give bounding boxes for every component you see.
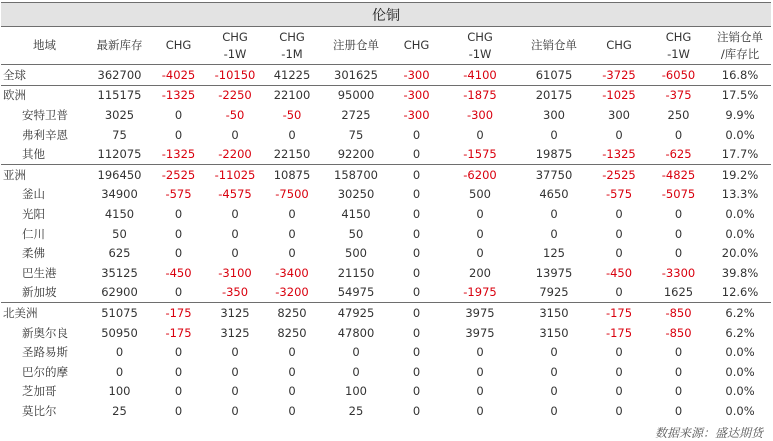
value-cell: 0 xyxy=(674,403,683,418)
value-cell: -375 xyxy=(648,85,709,105)
value-cell: 0 xyxy=(174,285,183,300)
value-cell: 50950 xyxy=(101,325,138,340)
value-cell: 0 xyxy=(412,246,421,261)
value-cell: 3125 xyxy=(220,325,250,340)
value-cell: 0 xyxy=(412,147,421,162)
value-cell: 0 xyxy=(412,403,421,418)
value-cell: -3400 xyxy=(275,265,309,280)
value-cell: -300 xyxy=(466,107,494,122)
value-cell: -2250 xyxy=(207,85,263,105)
value-cell: 0 xyxy=(550,127,558,142)
value-cell: 47800 xyxy=(337,325,375,340)
value-cell: 3150 xyxy=(518,303,590,323)
value-cell: 4150 xyxy=(341,206,371,221)
value-cell: 0 xyxy=(231,364,239,379)
table-row xyxy=(1,283,771,303)
column-header-text: CHG xyxy=(467,29,493,44)
value-cell: -4825 xyxy=(648,164,709,184)
value-cell: 35125 xyxy=(101,265,138,280)
column-header-text: -1W xyxy=(667,46,690,61)
value-cell: 47925 xyxy=(321,303,391,323)
table-row xyxy=(1,224,771,244)
column-header-text: 注销仓单 xyxy=(531,38,577,52)
value-cell: 0 xyxy=(174,107,183,122)
value-cell: -50 xyxy=(282,107,302,122)
column-header xyxy=(207,27,263,65)
value-cell: -3725 xyxy=(602,67,636,82)
value-cell: -10150 xyxy=(214,67,256,82)
column-header-text: -1M xyxy=(281,46,303,61)
region-name-cell: 仁川 xyxy=(22,226,45,241)
value-cell: 0 xyxy=(391,303,442,323)
value-cell: 30250 xyxy=(337,187,375,202)
value-cell: 0 xyxy=(674,206,683,221)
value-cell: 0 xyxy=(550,345,558,360)
region-name-cell: 巴尔的摩 xyxy=(22,364,68,379)
value-cell: 0 xyxy=(115,345,124,360)
table-row xyxy=(1,323,771,343)
value-cell: 95000 xyxy=(321,85,391,105)
column-header-text: 注销仓单 xyxy=(717,29,764,44)
table-row xyxy=(1,342,771,362)
value-cell: 0 xyxy=(674,226,683,241)
value-cell: 92200 xyxy=(337,147,375,162)
region-name-cell: 亚洲 xyxy=(1,164,89,184)
value-cell: 19.2% xyxy=(709,164,771,184)
value-cell: -3200 xyxy=(275,285,309,300)
value-cell: -4025 xyxy=(161,67,196,82)
value-cell: 0 xyxy=(550,403,558,418)
value-cell: -300 xyxy=(403,107,430,122)
value-cell: 0.0% xyxy=(725,206,755,221)
table-row xyxy=(1,105,771,125)
column-header xyxy=(89,27,150,65)
value-cell: 0 xyxy=(615,345,623,360)
value-cell: 0.0% xyxy=(725,364,755,379)
value-cell: 362700 xyxy=(97,67,142,82)
value-cell: 0 xyxy=(615,403,623,418)
value-cell: 0 xyxy=(231,403,239,418)
value-cell: 8250 xyxy=(263,303,321,323)
value-cell: 25 xyxy=(112,403,127,418)
column-header-text: 最新库存 xyxy=(96,38,143,52)
value-cell: 10875 xyxy=(263,164,321,184)
value-cell: 0 xyxy=(674,246,683,261)
region-name-cell: 弗利辛恩 xyxy=(22,127,68,142)
value-cell: -450 xyxy=(165,265,192,280)
value-cell: -450 xyxy=(605,265,633,280)
value-cell: 0 xyxy=(288,206,296,221)
value-cell: 0 xyxy=(288,226,296,241)
value-cell: -625 xyxy=(665,147,692,162)
value-cell: 0 xyxy=(412,285,421,300)
value-cell: 13975 xyxy=(535,265,573,280)
region-name-cell: 柔佛 xyxy=(22,246,45,261)
value-cell: 0 xyxy=(231,127,239,142)
value-cell: 100 xyxy=(108,384,131,399)
table-row xyxy=(1,144,771,164)
value-cell: 0 xyxy=(476,226,484,241)
value-cell: 50 xyxy=(112,226,127,241)
value-cell: 625 xyxy=(108,246,131,261)
value-cell: 1625 xyxy=(663,285,694,300)
value-cell: -175 xyxy=(590,303,648,323)
table-row xyxy=(1,65,771,86)
value-cell: 22150 xyxy=(273,147,311,162)
value-cell: 2725 xyxy=(341,107,371,122)
table-row xyxy=(1,263,771,283)
value-cell: 4150 xyxy=(104,206,135,221)
column-header-text: CHG xyxy=(665,29,692,44)
value-cell: 0 xyxy=(412,226,421,241)
value-cell: -11025 xyxy=(207,164,263,184)
value-cell: 3975 xyxy=(465,325,495,340)
value-cell: 0 xyxy=(674,384,683,399)
value-cell: -6200 xyxy=(442,164,518,184)
value-cell: 54975 xyxy=(337,285,375,300)
value-cell: -7500 xyxy=(275,187,309,202)
table-row xyxy=(1,185,771,205)
value-cell: 0 xyxy=(174,403,183,418)
value-cell: 0.0% xyxy=(725,127,755,142)
value-cell: 0 xyxy=(288,345,296,360)
value-cell: -3100 xyxy=(218,265,252,280)
value-cell: 39.8% xyxy=(721,265,759,280)
value-cell: -3300 xyxy=(661,265,696,280)
value-cell: 0 xyxy=(231,345,239,360)
table-row xyxy=(1,303,771,323)
value-cell: 0 xyxy=(412,265,421,280)
region-name-cell: 圣路易斯 xyxy=(22,345,68,360)
value-cell: 0 xyxy=(674,364,683,379)
column-header-text: 地域 xyxy=(33,38,56,52)
value-cell: 13.3% xyxy=(721,187,759,202)
value-cell: 0 xyxy=(412,187,421,202)
value-cell: 115175 xyxy=(89,85,150,105)
value-cell: 3975 xyxy=(442,303,518,323)
column-header xyxy=(391,27,442,65)
value-cell: 21150 xyxy=(337,265,375,280)
value-cell: -300 xyxy=(403,67,430,82)
column-header xyxy=(590,27,648,65)
value-cell: -1325 xyxy=(150,85,207,105)
table-row xyxy=(1,382,771,402)
value-cell: 6.2% xyxy=(725,325,755,340)
table-row xyxy=(1,85,771,105)
value-cell: 500 xyxy=(469,187,491,202)
value-cell: 0 xyxy=(550,384,558,399)
value-cell: -1975 xyxy=(463,285,497,300)
value-cell: 0 xyxy=(476,127,484,142)
value-cell: -175 xyxy=(605,325,633,340)
value-cell: -575 xyxy=(165,187,192,202)
region-name-cell: 其他 xyxy=(22,147,45,162)
value-cell: 9.9% xyxy=(725,107,755,122)
value-cell: 0 xyxy=(476,345,484,360)
column-header-text: CHG xyxy=(606,38,632,52)
table-row xyxy=(1,362,771,382)
column-header-text: -1W xyxy=(223,46,247,61)
value-cell: -850 xyxy=(665,325,692,340)
value-cell: 19875 xyxy=(535,147,573,162)
value-cell: 0 xyxy=(412,364,421,379)
region-name-cell: 全球 xyxy=(3,67,26,82)
region-name-cell: 莫比尔 xyxy=(22,403,57,418)
value-cell: 0 xyxy=(231,246,239,261)
value-cell: 0 xyxy=(231,206,239,221)
value-cell: 0 xyxy=(115,364,124,379)
value-cell: -175 xyxy=(150,303,207,323)
column-header-text: CHG xyxy=(222,29,248,44)
value-cell: 0.0% xyxy=(725,384,755,399)
value-cell: 0 xyxy=(174,206,183,221)
column-header xyxy=(1,27,89,65)
data-source-note: 数据来源：盛达期货 xyxy=(654,426,763,440)
value-cell: 301625 xyxy=(334,67,378,82)
value-cell: 0 xyxy=(412,384,421,399)
value-cell: 0 xyxy=(615,246,623,261)
value-cell: 250 xyxy=(667,107,690,122)
value-cell: 6.2% xyxy=(709,303,771,323)
value-cell: 0 xyxy=(288,364,296,379)
table-row xyxy=(1,125,771,145)
value-cell: -1875 xyxy=(442,85,518,105)
value-cell: 0 xyxy=(550,226,558,241)
value-cell: 0 xyxy=(674,127,683,142)
column-header xyxy=(518,27,590,65)
value-cell: -300 xyxy=(391,85,442,105)
value-cell: 37750 xyxy=(518,164,590,184)
value-cell: 0.0% xyxy=(725,345,755,360)
column-header xyxy=(263,27,321,65)
value-cell: 0.0% xyxy=(725,403,755,418)
value-cell: 0 xyxy=(615,364,623,379)
column-header xyxy=(442,27,518,65)
region-name-cell: 釜山 xyxy=(22,187,45,202)
value-cell: 3125 xyxy=(207,303,263,323)
value-cell: 0 xyxy=(550,364,558,379)
value-cell: 0 xyxy=(288,127,296,142)
value-cell: 20175 xyxy=(518,85,590,105)
value-cell: -850 xyxy=(648,303,709,323)
value-cell: 0 xyxy=(412,206,421,221)
value-cell: 300 xyxy=(543,107,565,122)
value-cell: 0 xyxy=(674,345,683,360)
region-name-cell: 光阳 xyxy=(22,206,45,221)
value-cell: 62900 xyxy=(101,285,138,300)
table-title: 伦铜 xyxy=(1,3,771,27)
table-row xyxy=(1,164,771,184)
value-cell: 17.7% xyxy=(721,147,759,162)
value-cell: 0 xyxy=(615,127,623,142)
value-cell: 0 xyxy=(174,226,183,241)
column-header xyxy=(150,27,207,65)
value-cell: -1025 xyxy=(590,85,648,105)
value-cell: 0 xyxy=(412,325,421,340)
table-row xyxy=(1,401,771,421)
copper-inventory-table xyxy=(1,2,771,421)
value-cell: 0.0% xyxy=(725,226,755,241)
value-cell: 0 xyxy=(231,226,239,241)
value-cell: 50 xyxy=(348,226,364,241)
value-cell: -1325 xyxy=(602,147,636,162)
value-cell: 0 xyxy=(174,384,183,399)
value-cell: -175 xyxy=(165,325,192,340)
value-cell: 51075 xyxy=(89,303,150,323)
value-cell: 112075 xyxy=(97,147,142,162)
value-cell: 8250 xyxy=(277,325,307,340)
value-cell: 0 xyxy=(476,364,484,379)
value-cell: -4100 xyxy=(463,67,497,82)
value-cell: 16.8% xyxy=(721,67,759,82)
value-cell: -6050 xyxy=(661,67,696,82)
region-name-cell: 安特卫普 xyxy=(22,107,68,122)
value-cell: 300 xyxy=(608,107,630,122)
value-cell: -1575 xyxy=(463,147,497,162)
column-header xyxy=(648,27,709,65)
value-cell: 22100 xyxy=(263,85,321,105)
region-name-cell: 欧洲 xyxy=(1,85,89,105)
column-header-text: -1W xyxy=(468,46,492,61)
value-cell: -50 xyxy=(225,107,245,122)
value-cell: 200 xyxy=(469,265,491,280)
value-cell: 17.5% xyxy=(709,85,771,105)
table-row xyxy=(1,204,771,224)
value-cell: 0 xyxy=(615,206,623,221)
region-name-cell: 北美洲 xyxy=(1,303,89,323)
value-cell: 0 xyxy=(352,364,360,379)
value-cell: 0 xyxy=(288,403,296,418)
region-name-cell: 新加坡 xyxy=(22,285,57,300)
value-cell: 20.0% xyxy=(721,246,759,261)
column-header-text: CHG xyxy=(165,38,192,52)
value-cell: 0 xyxy=(476,206,484,221)
value-cell: -2200 xyxy=(218,147,252,162)
value-cell: 3025 xyxy=(104,107,135,122)
value-cell: 158700 xyxy=(321,164,391,184)
column-header xyxy=(709,27,771,65)
value-cell: 4650 xyxy=(539,187,569,202)
value-cell: 196450 xyxy=(89,164,150,184)
value-cell: 125 xyxy=(543,246,565,261)
column-header-text: CHG xyxy=(279,29,305,44)
value-cell: 0 xyxy=(476,384,484,399)
value-cell: -5075 xyxy=(661,187,696,202)
region-name-cell: 巴生港 xyxy=(22,265,57,280)
column-header-text: /库存比 xyxy=(720,46,760,61)
value-cell: -575 xyxy=(605,187,633,202)
value-cell: 7925 xyxy=(539,285,569,300)
value-cell: 0 xyxy=(174,127,183,142)
value-cell: 500 xyxy=(345,246,367,261)
value-cell: 34900 xyxy=(101,187,138,202)
value-cell: 12.6% xyxy=(721,285,759,300)
value-cell: 0 xyxy=(288,246,296,261)
value-cell: 0 xyxy=(352,345,360,360)
region-name-cell: 芝加哥 xyxy=(22,384,57,399)
value-cell: -4575 xyxy=(218,187,252,202)
column-header-text: CHG xyxy=(403,38,430,52)
value-cell: 0 xyxy=(476,246,484,261)
column-header xyxy=(321,27,391,65)
value-cell: 100 xyxy=(345,384,367,399)
table-row xyxy=(1,243,771,263)
value-cell: -2525 xyxy=(150,164,207,184)
value-cell: 0 xyxy=(615,285,623,300)
value-cell: 0 xyxy=(615,384,623,399)
value-cell: 25 xyxy=(348,403,364,418)
column-header-text: 注册仓单 xyxy=(333,38,379,52)
header-row xyxy=(1,27,771,65)
value-cell: 0 xyxy=(615,226,623,241)
copper-inventory-table-container xyxy=(1,2,771,440)
value-cell: 0 xyxy=(412,127,421,142)
value-cell: 0 xyxy=(412,345,421,360)
value-cell: -350 xyxy=(221,285,249,300)
value-cell: 0 xyxy=(391,164,442,184)
value-cell: 0 xyxy=(174,246,183,261)
value-cell: 61075 xyxy=(535,67,573,82)
value-cell: 75 xyxy=(112,127,127,142)
value-cell: 0 xyxy=(231,384,239,399)
value-cell: 3150 xyxy=(539,325,569,340)
value-cell: 0 xyxy=(476,403,484,418)
value-cell: -1325 xyxy=(161,147,196,162)
value-cell: 0 xyxy=(550,206,558,221)
value-cell: 0 xyxy=(288,384,296,399)
value-cell: 75 xyxy=(348,127,364,142)
value-cell: 0 xyxy=(174,364,183,379)
table-title-row xyxy=(1,3,771,27)
value-cell: 41225 xyxy=(273,67,311,82)
region-name-cell: 新奥尔良 xyxy=(22,325,68,340)
value-cell: -2525 xyxy=(590,164,648,184)
value-cell: 0 xyxy=(174,345,183,360)
